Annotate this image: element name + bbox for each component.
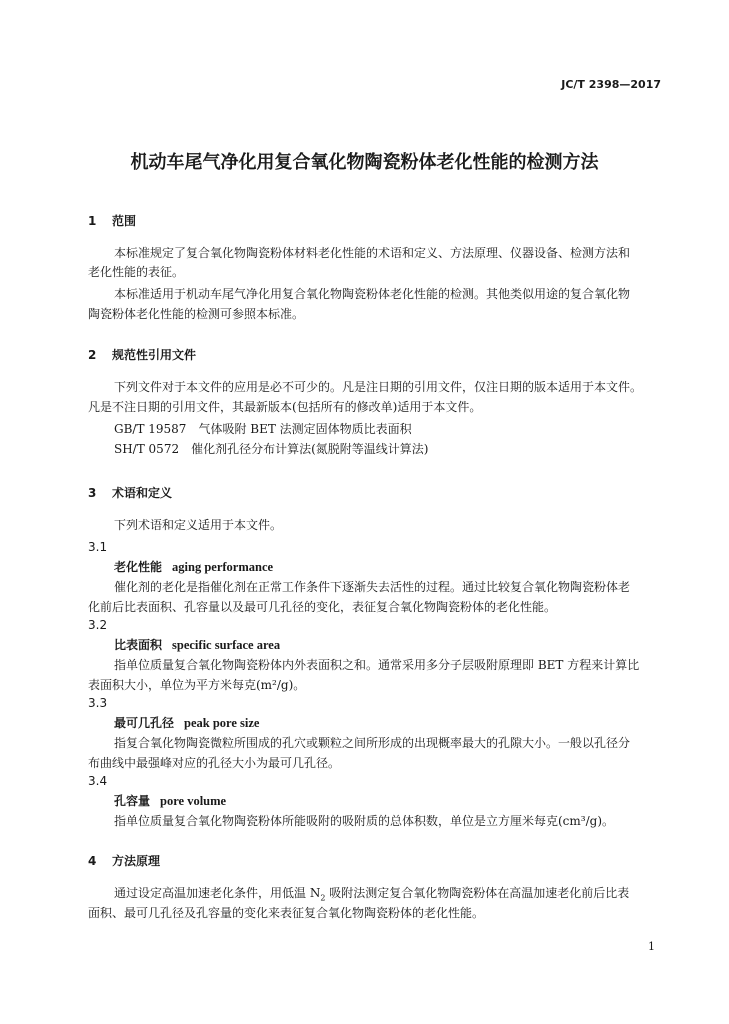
term-cn: 最可几孔径 bbox=[114, 716, 175, 730]
term-heading bbox=[114, 714, 259, 731]
paragraph-line: 指单位质量复合氧化物陶瓷粉体所能吸附的吸附质的总体积数，单位是立方厘米每克(cm³/g)。 bbox=[114, 814, 615, 828]
paragraph-line: 布曲线中最强峰对应的孔径大小为最可几孔径。 bbox=[88, 756, 341, 770]
paragraph-line: 催化剂的老化是指催化剂在正常工作条件下逐渐失去活性的过程。通过比较复合氧化物陶瓷粉体老 bbox=[114, 580, 631, 594]
section-title: 方法原理 bbox=[112, 854, 161, 868]
paragraph-line: 下列文件对于本文件的应用是必不可少的。凡是注日期的引用文件，仅注日期的版本适用于本文件。 bbox=[114, 380, 643, 394]
paragraph-line: 表面积大小，单位为平方米每克(m²/g)。 bbox=[88, 678, 306, 692]
paragraph-line: 指复合氧化物陶瓷微粒所围成的孔穴或颗粒之间所形成的出现概率最大的孔隙大小。一般以孔径分 bbox=[114, 736, 631, 750]
reference-item: SH/T 0572 催化剂孔径分布计算法(氮脱附等温线计算法) bbox=[114, 442, 429, 456]
term-heading bbox=[114, 558, 273, 575]
term-en: pore volume bbox=[160, 794, 227, 808]
paragraph-line: 本标准规定了复合氧化物陶瓷粉体材料老化性能的术语和定义、方法原理、仪器设备、检测方法和 bbox=[114, 246, 631, 260]
term-number: 3.3 bbox=[88, 696, 108, 710]
standard-number: JC/T 2398—2017 bbox=[561, 78, 661, 91]
paragraph-line: 老化性能的表征。 bbox=[88, 265, 185, 279]
term-number: 3.4 bbox=[88, 774, 108, 788]
term-cn: 老化性能 bbox=[114, 560, 163, 574]
paragraph-line: 陶瓷粉体老化性能的检测可参照本标准。 bbox=[88, 307, 305, 321]
section-number: 2 bbox=[88, 348, 97, 362]
section-heading-scope bbox=[88, 212, 136, 229]
text-run: 吸附法测定复合氧化物陶瓷粉体在高温加速老化前后比表 bbox=[325, 886, 630, 900]
section-heading-normative-references bbox=[88, 346, 196, 363]
term-en: specific surface area bbox=[172, 638, 281, 652]
paragraph-line: 下列术语和定义适用于本文件。 bbox=[114, 518, 283, 532]
subscript: 2 bbox=[320, 893, 326, 903]
paragraph-line: 指单位质量复合氧化物陶瓷粉体内外表面积之和。通常采用多分子层吸附原理即 BET 方程来计算比 bbox=[114, 658, 640, 672]
section-number: 3 bbox=[88, 486, 97, 500]
term-cn: 比表面积 bbox=[114, 638, 163, 652]
term-heading bbox=[114, 636, 280, 653]
section-title: 范围 bbox=[112, 214, 137, 228]
section-number: 4 bbox=[88, 854, 97, 868]
term-heading bbox=[114, 792, 226, 809]
section-number: 1 bbox=[88, 214, 97, 228]
term-en: aging performance bbox=[172, 560, 274, 574]
term-cn: 孔容量 bbox=[114, 794, 151, 808]
reference-item: GB/T 19587 气体吸附 BET 法测定固体物质比表面积 bbox=[114, 422, 412, 436]
paragraph-line: 凡是不注日期的引用文件，其最新版本(包括所有的修改单)适用于本文件。 bbox=[88, 400, 482, 414]
paragraph-line: 本标准适用于机动车尾气净化用复合氧化物陶瓷粉体老化性能的检测。其他类似用途的复合氧化物 bbox=[114, 287, 631, 301]
paragraph-line: 化前后比表面积、孔容量以及最可几孔径的变化，表征复合氧化物陶瓷粉体的老化性能。 bbox=[88, 600, 557, 614]
term-number: 3.2 bbox=[88, 618, 108, 632]
text-run: 通过设定高温加速老化条件，用低温 N bbox=[114, 886, 321, 900]
page-number: 1 bbox=[648, 940, 655, 953]
term-en: peak pore size bbox=[184, 716, 260, 730]
section-heading-terms bbox=[88, 484, 172, 501]
section-heading-principle bbox=[88, 852, 160, 869]
section-title: 规范性引用文件 bbox=[112, 348, 197, 362]
term-number: 3.1 bbox=[88, 540, 108, 554]
section-title: 术语和定义 bbox=[112, 486, 173, 500]
paragraph-line: 面积、最可几孔径及孔容量的变化来表征复合氧化物陶瓷粉体的老化性能。 bbox=[88, 906, 485, 920]
document-title: 机动车尾气净化用复合氧化物陶瓷粉体老化性能的检测方法 bbox=[130, 152, 599, 173]
